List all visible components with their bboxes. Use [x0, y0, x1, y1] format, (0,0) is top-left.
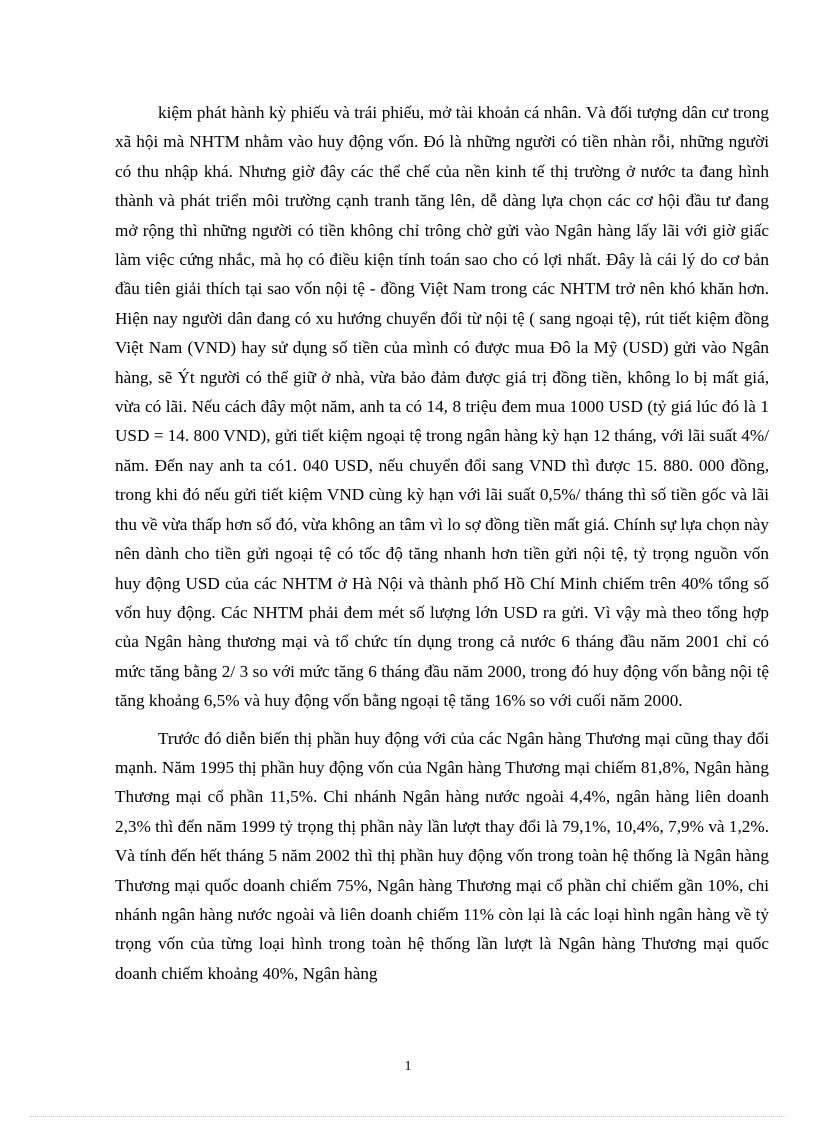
- paragraph-2: Trước đó diễn biến thị phần huy động với của các Ngân hàng Thương mại cũng thay đổi mạnh. Năm 1995 thị phần huy động vốn của Ngân hàng Thương mại chiếm 81,8%, Ngân hàng Thương mại cổ phần 11,5%. Chi nhánh Ngân hàng nước ngoài 4,4%, ngân hàng liên doanh 2,3% thì đến năm 1999 tỷ trọng thị phần này lần lượt thay đổi là 79,1%, 10,4%, 7,9% và 1,2%. Và tính đến hết tháng 5 năm 2002 thì thị phần huy động vốn trong toàn hệ thống là Ngân hàng Thương mại quốc doanh chiếm 75%, Ngân hàng Thương mại cổ phần chỉ chiếm gần 10%, chi nhánh ngân hàng nước ngoài và liên doanh chiếm 11% còn lại là các loại hình ngân hàng về tỷ trọng vốn của từng loại hình trong toàn hệ thống lần lượt là Ngân hàng Thương mại quốc doanh chiếm khoảng 40%, Ngân hàng: [115, 728, 769, 983]
- page-bottom-divider: [30, 1116, 786, 1117]
- paragraph-1: kiệm phát hành kỳ phiếu và trái phiếu, mở tài khoản cá nhân. Và đối tượng dân cư trong xã hội mà NHTM nhằm vào huy động vốn. Đó là những người có tiền nhàn rỗi, những người có thu nhập khá. Nhưng giờ đây các thể chế của nền kinh tế thị trường ở nước ta đang hình thành và phát triển môi trường cạnh tranh tăng lên, dễ dàng lựa chọn các cơ hội đầu tư đang mở rộng thì những người có tiền không chỉ trông chờ gửi vào Ngân hàng lấy lãi với giờ giấc làm việc cứng nhắc, mà họ có điều kiện tính toán sao cho có lợi nhất. Đây là cái lý do cơ bản đầu tiên giải thích tại sao vốn nội tệ - đồng Việt Nam trong các NHTM trở nên khó khăn hơn. Hiện nay người dân đang có xu hướng chuyển đổi từ nội tệ ( sang ngoại tệ), rút tiết kiệm đồng Việt Nam (VND) hay sử dụng số tiền của mình có được mua Đô la Mỹ (USD) gửi vào Ngân hàng, sẽ Ýt người có thể giữ ở nhà, vừa bảo đảm được giá trị đồng tiền, không lo bị mất giá, vừa có lãi. Nếu cách đây một năm, anh ta có 14, 8 triệu đem mua 1000 USD (tỷ giá lúc đó là 1 USD = 14. 800 VND), gửi tiết kiệm ngoại tệ trong ngân hàng kỳ hạn 12 tháng, với lãi suất 4%/ năm. Đến nay anh ta có1. 040 USD, nếu chuyển đổi sang VND thì được 15. 880. 000 đồng, trong khi đó nếu gửi tiết kiệm VND cùng kỳ hạn với lãi suất 0,5%/ tháng thì số tiền gốc và lãi thu về vừa thấp hơn số đó, vừa không an tâm vì lo sợ đồng tiền mất giá. Chính sự lựa chọn này nên dành cho tiền gửi ngoại tệ có tốc độ tăng nhanh hơn tiền gửi nội tệ, tỷ trọng nguồn vốn huy động USD của các NHTM ở Hà Nội và thành phố Hồ Chí Minh chiếm trên 40% tổng số vốn huy động. Các NHTM phải đem mét số lượng lớn USD ra gửi. Vì vậy mà theo tổng hợp của Ngân hàng thương mại và tổ chức tín dụng trong cả nước 6 tháng đầu năm 2001 chỉ có mức tăng bằng 2/ 3 so với mức tăng 6 tháng đầu năm 2000, trong đó huy động vốn bằng nội tệ tăng khoảng 6,5% và huy động vốn bằng ngoại tệ tăng 16% so với cuối năm 2000.: [115, 103, 769, 711]
- page-number: 1: [404, 1059, 412, 1074]
- body-text: [115, 98, 769, 988]
